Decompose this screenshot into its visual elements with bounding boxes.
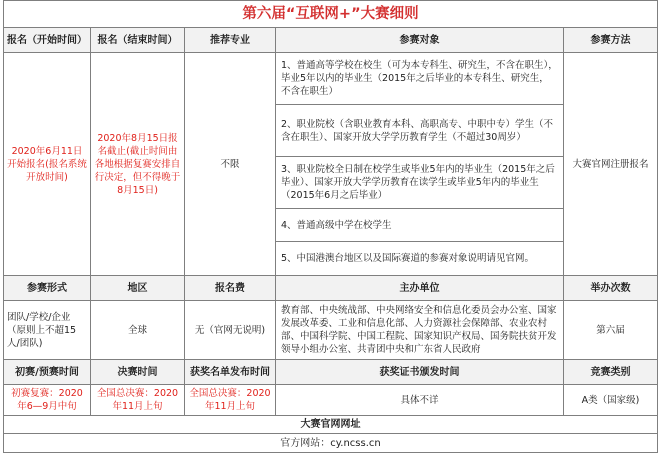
final-value: 全国总决赛：2020年11月上旬 bbox=[91, 385, 185, 416]
prelim-value: 初赛复赛：2020年6—9月中旬 bbox=[4, 385, 91, 416]
participant-item-5: 5、中国港澳台地区以及国际赛道的参赛对象说明请见官网。 bbox=[276, 242, 564, 276]
header-prelim: 初赛/预赛时间 bbox=[4, 360, 91, 385]
table-row bbox=[4, 53, 658, 105]
page-title: 第六届“互联网+”大赛细则 bbox=[4, 1, 658, 28]
header-cert-time: 获奖证书颁发时间 bbox=[276, 360, 564, 385]
header-award-time: 获奖名单发布时间 bbox=[185, 360, 276, 385]
header-end-time: 报名（结束时间） bbox=[91, 28, 185, 53]
form-value: 团队/学校/企业（原则上不超15人/团队) bbox=[4, 301, 91, 360]
participant-item-1: 1、普通高等学校在校生（可为本专科生、研究生，不含在职生），毕业5年以内的毕业生（2015年之后毕业的本专科生、研究生，不含在职生） bbox=[276, 53, 564, 105]
region-value: 全球 bbox=[91, 301, 185, 360]
end-time-value: 2020年8月15日报名截止(截止时间由各地根据复赛安排自行决定，但不得晚于8月15日) bbox=[91, 53, 185, 276]
participant-item-2: 2、职业院校（含职业教育本科、高职高专、中职中专）学生（不含在职生）、国家开放大学学历教育学生（不超过30周岁） bbox=[276, 105, 564, 157]
header-category: 竞赛类别 bbox=[564, 360, 658, 385]
header-participants: 参赛对象 bbox=[276, 28, 564, 53]
cert-time-value: 具体不详 bbox=[276, 385, 564, 416]
website-url[interactable]: 官方网站：cy.ncss.cn bbox=[4, 434, 658, 453]
table-row bbox=[4, 385, 658, 416]
major-value: 不限 bbox=[185, 53, 276, 276]
header-fee: 报名费 bbox=[185, 276, 276, 301]
method-value: 大赛官网注册报名 bbox=[564, 53, 658, 276]
table-row bbox=[4, 301, 658, 360]
header-major: 推荐专业 bbox=[185, 28, 276, 53]
header-row-2 bbox=[4, 276, 658, 301]
website-label: 大赛官网网址 bbox=[4, 416, 658, 434]
header-method: 参赛方法 bbox=[564, 28, 658, 53]
award-time-value: 全国总决赛：2020年11月上旬 bbox=[185, 385, 276, 416]
start-time-value: 2020年6月11日开始报名(报名系统开放时间) bbox=[4, 53, 91, 276]
header-region: 地区 bbox=[91, 276, 185, 301]
header-row-3 bbox=[4, 360, 658, 385]
participant-item-4: 4、普通高级中学在校学生 bbox=[276, 209, 564, 242]
header-form: 参赛形式 bbox=[4, 276, 91, 301]
header-start-time: 报名（开始时间） bbox=[4, 28, 91, 53]
participant-item-3: 3、职业院校全日制在校学生或毕业5年内的毕业生（2015年之后毕业）、国家开放大学学历教育在读学生或毕业5年内的毕业生（2015年6月之后毕业） bbox=[276, 157, 564, 209]
organizer-value: 教育部、中央统战部、中央网络安全和信息化委员会办公室、国家发展改革委、工业和信息化部、人力资源社会保障部、农业农村部、中国科学院、中国工程院、国家知识产权局、国务院扶贫开发领导小组办公室、共青团中央和广东省人民政府 bbox=[276, 301, 564, 360]
header-final: 决赛时间 bbox=[91, 360, 185, 385]
header-edition: 举办次数 bbox=[564, 276, 658, 301]
header-row-1 bbox=[4, 28, 658, 53]
category-value: A类（国家级) bbox=[564, 385, 658, 416]
rules-table bbox=[3, 0, 658, 453]
header-organizer: 主办单位 bbox=[276, 276, 564, 301]
edition-value: 第六届 bbox=[564, 301, 658, 360]
fee-value: 无（官网无说明) bbox=[185, 301, 276, 360]
